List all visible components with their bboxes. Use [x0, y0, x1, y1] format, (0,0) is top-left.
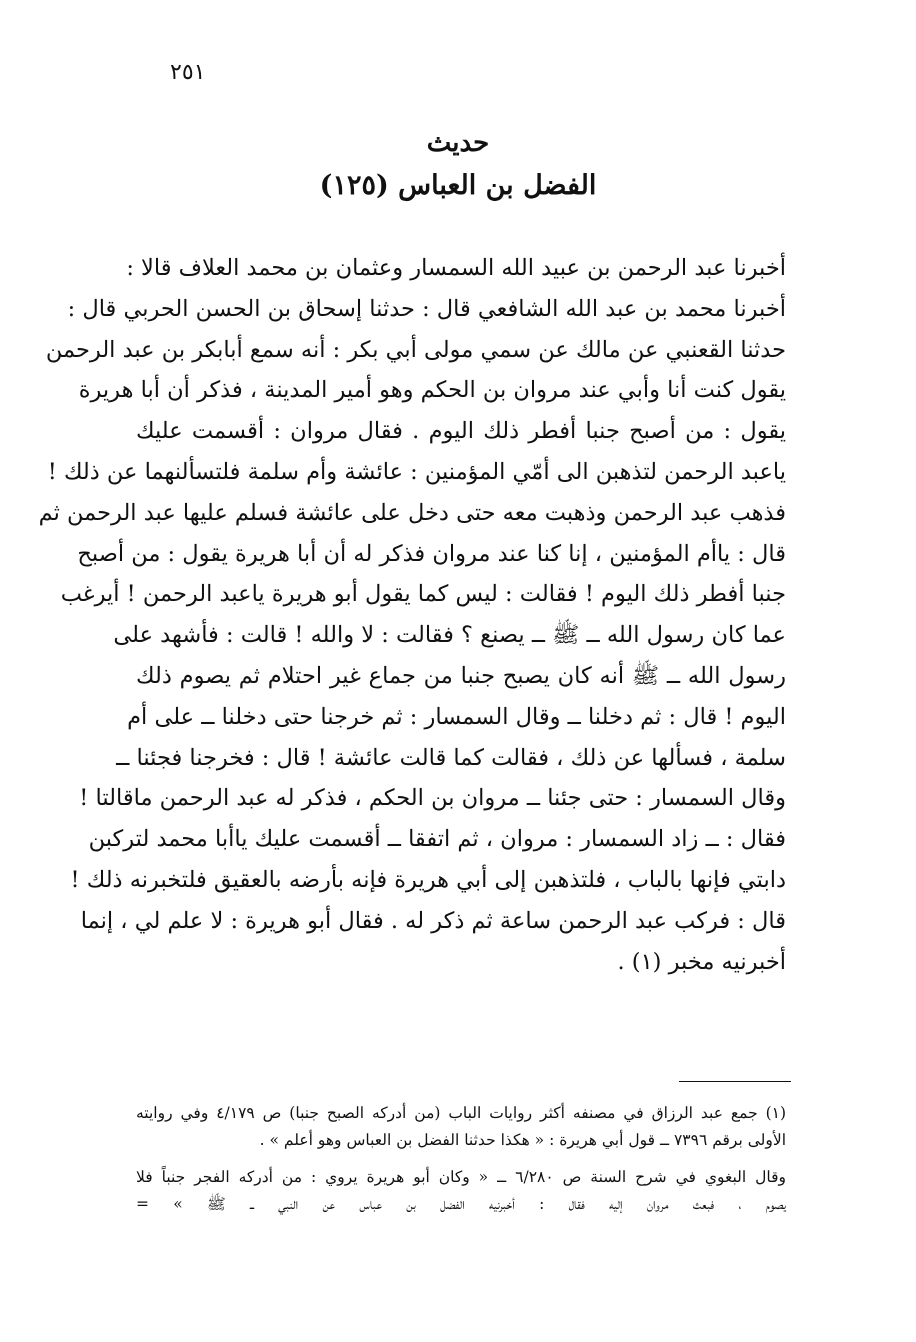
body-line: وقال السمسار : حتى جئنا ــ مروان بن الحكم ، فذكر له عبد الرحمن ماقالتا !: [79, 785, 786, 812]
footnote-spacer: [136, 1154, 786, 1164]
page-number: ٢٥١: [170, 60, 206, 85]
body-line: اليوم ! قال : ثم دخلنا ــ وقال السمسار : ثم خرجنا حتى دخلنا ــ على أم: [127, 703, 786, 730]
body-line: يقول كنت أنا وأبي عند مروان بن الحكم وهو أمير المدينة ، فذكر أن أبا هريرة: [78, 377, 786, 404]
body-line: ياعبد الرحمن لتذهبن الى أمّي المؤمنين : عائشة وأم سلمة فلتسألنهما عن ذلك !: [47, 458, 786, 485]
body-line: يقول : من أصبح جنبا أفطر ذلك اليوم . فقال مروان : أقسمت عليك: [136, 418, 786, 445]
footnote-divider: [679, 1081, 791, 1082]
footnote-line: وقال البغوي في شرح السنة ص ٦/٢٨٠ ــ « وكان أبو هريرة يروي : من أدركه الفجر جنباً فلا: [136, 1168, 786, 1186]
body-line: رسول الله ــ ﷺ أنه كان يصبح جنبا من جماع غير احتلام ثم يصوم ذلك: [136, 662, 786, 689]
footnote-line: (١) جمع عبد الرزاق في مصنفه أكثر روايات الباب (من أدركه الصبح جنبا) ص ٤/١٧٩ وفي روايته: [136, 1104, 787, 1122]
body-line: جنبا أفطر ذلك اليوم ! فقالت : ليس كما يقول أبو هريرة ياعبد الرحمن ! أيرغب: [60, 581, 786, 608]
body-line: دابتي فإنها بالباب ، فلتذهبن إلى أبي هريرة فإنه بأرضه بالعقيق فلتخبرنه ذلك !: [70, 866, 786, 893]
body-line: عما كان رسول الله ــ ﷺ ــ يصنع ؟ فقالت : لا والله ! قالت : فأشهد على: [113, 622, 786, 649]
body-line: حدثنا القعنبي عن مالك عن سمي مولى أبي بكر : أنه سمع أبابكر بن عبد الرحمن: [45, 336, 786, 363]
hadith-title: (١٢٥) الفضل بن العباس: [319, 170, 597, 201]
body-line: أخبرنا محمد بن عبد الله الشافعي قال : حدثنا إسحاق بن الحسن الحربي قال :: [67, 295, 786, 322]
hadith-body: [38, 248, 786, 982]
footnotes: [136, 1100, 786, 1218]
footnote-line: الأولى برقم ٧٣٩٦ ــ قول أبي هريرة : « هكذا حدثنا الفضل بن العباس وهو أعلم » .: [259, 1131, 786, 1149]
body-line: أخبرنا عبد الرحمن بن عبيد الله السمسار وعثمان بن محمد العلاف قالا :: [126, 255, 786, 281]
section-label: حديث: [426, 128, 490, 158]
body-line: أخبرنيه مخبر (١) .: [617, 948, 786, 975]
footnote-line: يصوم ، فبعث مروان إليه فقال : أخبرنيه الفضل بن عباس عن النبي ــ ﷺ » =: [136, 1195, 786, 1213]
body-line: قال : فركب عبد الرحمن ساعة ثم ذكر له . فقال أبو هريرة : لا علم لي ، إنما: [80, 907, 786, 934]
body-line: فذهب عبد الرحمن وذهبت معه حتى دخل على عائشة فسلم عليها عبد الرحمن ثم: [38, 499, 786, 526]
body-line: فقال : ــ زاد السمسار : مروان ، ثم اتفقا ــ أقسمت عليك ياأبا محمد لتركبن: [88, 826, 786, 853]
body-line: قال : ياأم المؤمنين ، إنا كنا عند مروان فذكر له أن أبا هريرة يقول : من أصبح: [77, 540, 786, 567]
body-line: سلمة ، فسألها عن ذلك ، فقالت كما قالت عائشة ! قال : فخرجنا فجئنا ــ: [116, 744, 786, 771]
